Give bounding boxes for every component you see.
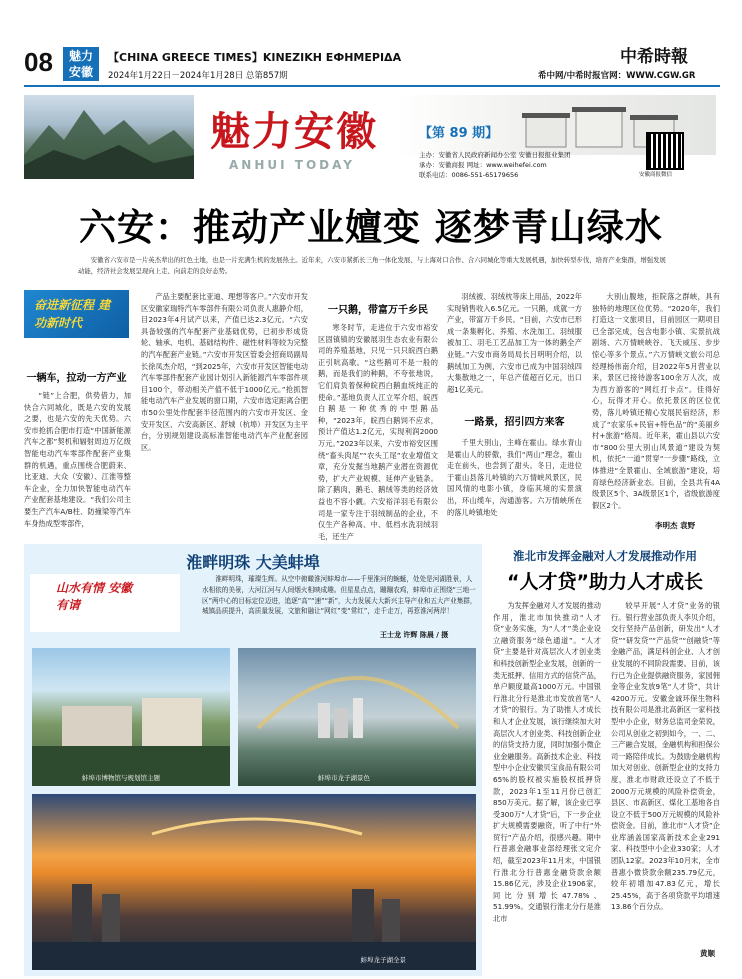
article-col-2: 产品主要配套比亚迪、理想等客户。”六安市开发区安徽家瑞特汽车零部件有限公司负责人惠静介绍，目2023年4月试产以来，产值已达2.3亿元。“六安具备较强的汽车配套产业基础优势，已初步形成货轮、轴承、电机、基础结构件、磁性材料等较为完整的汽车配套产业链。”六安市开发区管委会招商局副局长徐凤杰介绍，“到2025年，六安市开发区智能电动汽车零部件配套产业园计划引入新能源汽车零部件项目100个，带动相关产值不低于1000亿元。”抢抓智能电动汽车产业发展的窗口期，六安市选定距离合肥市50公里处作配套半径范围内的六安市开发区、金安开发区、六安高新区、舒城（杭埠）开发区为主平台，分别规划建设高标准智能电动汽车产业配套园区。	[141, 292, 308, 452]
panorama-scene	[32, 794, 476, 970]
section-tag-text: 魅力安徽	[68, 49, 93, 79]
bengbu-photo-museum	[32, 648, 230, 786]
bengbu-badge-text: 山水有情 安徽有请	[56, 581, 133, 612]
mountain-art	[24, 95, 194, 179]
huaibei-col-1: 为发挥金融对人才发展的推动作用，淮北市加快推动“人才贷”业务实施，为“人才”类企业设立融资服务“绿色通道”。“人才贷”主要是针对高层次人才创业类和科技创新型企业发展，创新的一类无抵押、信用方式的信贷产品，单户额度最高1000万元。中国银行淮北分行是淮北市发放首笔“人才贷”的银行。为了助推人才成长和人才企业发展，该行继续加大对高层次人才创业类、科技创新企业的信贷支持力度，同时加强小微企业金融服务。高新技术企业、科技型中小企业安徽贝宝食品有限公司65%的股权被实施股权抵押贷款，2023年1至11月份已创汇850万美元。据了解，该企业已享受300万“人才贷”后，下一步企业扩大规模需要融资，听了中行“外贸行”产品介绍，很感兴趣。期中行普惠金融事业部经理张文定介绍，截至2023年11月末，中国银行淮北分行普惠金融贷款余额15.86亿元，涉及企业1906家，同比分别增长47.78%、51.99%。交通银行淮北分行是淮北市	[493, 601, 601, 924]
paper-logo: 中希時報	[620, 47, 688, 67]
article-col-4: 羽绒被、羽绒枕等床上用品，2022年实现销售收入6.5亿元。一只鹅，成就一方产业，带富万千乡民。“目前，六安市已形成一条集孵化、养殖、水洗加工、羽绒服被加工、羽毛工艺品加工为一体的鹅全产业链。”六安市商务局局长吕明明介绍，以鹅绒加工为例，六安市已成为中国羽绒四大集散地之一，年总产值超百亿元，出口超1亿美元。	[447, 292, 582, 394]
issue-number: 【第 89 期】	[419, 126, 499, 141]
banner-mountain-image	[24, 95, 194, 179]
banner-phone: 联系电话：0086-551-65179656	[419, 171, 519, 179]
dateline: 2024年1月22日－2024年1月28日 总第857期	[108, 71, 288, 81]
lead-paragraph: 安徽省六安市是一片英杰辈出的红色土地，也是一片充满生机的发展热土。近年来，六安市紧抓长三角一体化发展、与上海对口合作、合六同城化等重大发展机遇，加快转型步伐，培育产业集群，增强发展动能，经济社会发展呈现向上走、向前走的良好态势。	[78, 256, 666, 275]
paper-title: 【CHINA GREECE TIMES】KINEZIKH EФHMEPIΔA	[108, 51, 402, 64]
museum-scene	[32, 648, 230, 786]
bengbu-section	[24, 544, 482, 976]
bengbu-byline: 王士龙 许辉 陈晨 / 摄	[380, 631, 449, 639]
subhead-scenery: 一路景，招引四方来客	[464, 417, 565, 428]
masthead	[0, 0, 742, 92]
banner-host: 主办：安徽省人民政府新闻办公室 安徽日报报业集团	[419, 151, 571, 159]
bengbu-photo-panorama	[32, 794, 476, 970]
subhead-car: 一辆车，拉动一方产业	[26, 373, 127, 384]
banner-title: 魅力安徽	[210, 108, 378, 155]
page-number: 08	[24, 47, 53, 77]
section-tag	[63, 47, 99, 81]
headline: 六安：推动产业嬗变 逐梦青山绿水	[79, 206, 663, 249]
banner-subtitle: ANHUI TODAY	[229, 158, 355, 172]
subhead-goose: 一只鹅，带富万千乡民	[328, 305, 428, 316]
banner	[24, 92, 720, 182]
caption-museum: 蚌埠市博物馆与规划馆主题	[82, 774, 160, 782]
article-col-4b: 千里大别山，主峰在霍山。绿水青山是霍山人的骄傲，我们“两山”理念，霍山走在前头，也尝到了甜头。冬日，走进位于霍山县落儿岭镇的六万情峡风景区，民国风情的电影小镇，身临其境的实景演出，环山缆车，沟通游客。六万情峡所在的落儿岭镇地处	[447, 438, 582, 517]
article-col-3: 寒冬时节，走进位于六安市裕安区固镇镇的安徽展羽生态农业有限公司的养殖基地，只见一只只皖西白鹅正引吭高歌。“这些鹅可不是一般的鹅，而是我们的种鹅，不夸张地说，它们肩负着保种皖西白鹅血统纯正的使命。”基地负责人江立军介绍，皖西白鹅是一种优秀的中型鹅品种，“2023年，皖西白鹅饲不应求，预计产值达1.2亿元，实现利润2000万元。”2023年以来，六安市裕安区围绕“畜头肉尾”“农头工尾”农业增值文章，充分发掘当地鹅产业潜在资源优势，扩大产业规模、延伸产业链条。除了鹅肉，鹅毛、鹅绒等类的经济效益也不容小觑。六安裕洋羽毛有限公司是一家专注于羽绒制品的企业，不仅生产各种高、中、低档水洗羽绒羽毛，还生产	[318, 323, 438, 541]
huaibei-byline: 黄顺	[700, 949, 715, 958]
banner-organizer: 承办：安徽商报 网址：www.weihefei.com	[419, 161, 547, 169]
article-col-5: 大别山腹地，拒院落之群峡，具有独特的地理区位优势。“2020年，我们打造这一文旅项目，目前园区一期项目已全部完成，包含电影小镇、实景抗战剧场、六万情峡峡谷、飞天威压、步步惊心等多个景点。”六万情峡文旅公司总经理杨伟南介绍，目2022年5月营业以来，景区已接待游客100余万人次，成为西方游客的“网红打卡点”。佳得好心，玩得才开心。依托景区的区位优势，落儿岭镇还精心发展民宿经济，形成了“农家乐+民宿+特色品”的“美丽乡村+旅游”格局。近年来，霍山县以六安市“800公里大别山风景道”建设为契机，依托“一道”贯穿“一步骤”路线，立体推进“全景霍山、全域旅游”建设，培育绿色经济新业态。目前，全县共有4A级景区5个、3A级景区1个，省级旅游度假区2个。	[592, 292, 720, 510]
huaibei-title: “人才贷”助力人才成长	[507, 571, 703, 593]
qr-code	[646, 132, 684, 170]
masthead-rule	[24, 85, 720, 87]
website: 希中网/中希时报官网：WWW.CGW.GR	[538, 71, 696, 81]
feature-badge-text: 奋进新征程 建功新时代	[34, 298, 111, 330]
bengbu-intro: 淮畔明珠，璀璨生辉。从空中俯瞰淮河蚌埠市——千里淮河的蜿蜒，处处是河湖胜景，人水相依的美景，大河江河与人间烟火相映成趣。但星星点点，蹦蹦农鸡，蚌埠市正围绕“三地一区”两中心的目标定位迈进，追逐“高”“速”“新”，大力发展大大新兴主导产业和五大产业集群，城镇品质提升，高质量发展，文旅和融让“网红”变“常红”，走千走万，再惹淮河两岸！	[202, 575, 477, 616]
bengbu-badge	[30, 574, 180, 632]
bengbu-title: 淮畔明珠 大美蚌埠	[186, 553, 320, 572]
caption-lake: 蚌埠市龙子湖景色	[318, 774, 370, 782]
upper-byline: 李明杰 袁野	[655, 521, 696, 530]
huaibei-col-2: 较早开展“人才贷”业务的银行。银行营业部负责人李贝介绍，交行坚持产品创新，研发出“人才贷”“研发贷”“产品贷”“创融贷”等金融产品，满足科创企业、人才创业发展的不同阶段需要。目前，该行已为企业提供融资服务，家园佣金等企业发放9笔“人才贷”，共计4200万元。安徽金诚环保生物科技有限公司是淮北高新区一家科技型中小企业，财务总监司金荣说，公司从创业之初到如今，一、二、三产融合发展，金融机构和担保公司一路陪伴成长。为鼓励金融机构加大对创业、创新型企业的支持力度，淮北市财政还设立了不低于2000万元规模的风险补偿资金，县区、市高新区、煤化工基地各自设立不低于500万元规模的风险补偿资金。目前，淮北市“人才贷”企业库涵盖国家高新技术企业291家、科技型中小企业330家；人才团队12家。2023年10月末，全市普惠小微贷款余额235.79亿元，较年初增加47.83亿元，增长25.45%，高于各项贷款平均增速13.86个百分点。	[611, 601, 720, 912]
lake-scene	[238, 648, 476, 786]
article-col-1: “链”上合肥，供势借力，加快合六同城化，既是六安的发展之要，也是六安的先天优势。六安市抢抓合肥市打造“中国新能源汽车之都”契机和辐射周边万亿级智能电动汽车零部件配套产业集群的机遇，重点围绕合肥蔚来、比亚迪、大众（安徽）、江淮等整车企业，全力加快智能电动汽车产业配套基地建设。“我们公司主要生产汽车A/B柱、防撞梁等汽车车身热成型零部件，	[24, 391, 131, 528]
bengbu-photo-lake	[238, 648, 476, 786]
qr-caption: 安徽商报微信	[639, 172, 673, 178]
caption-panorama: 蚌埠龙子湖全景	[360, 956, 406, 964]
huaibei-kicker: 淮北市发挥金融对人才发展推动作用	[513, 549, 697, 563]
feature-badge	[24, 290, 129, 338]
